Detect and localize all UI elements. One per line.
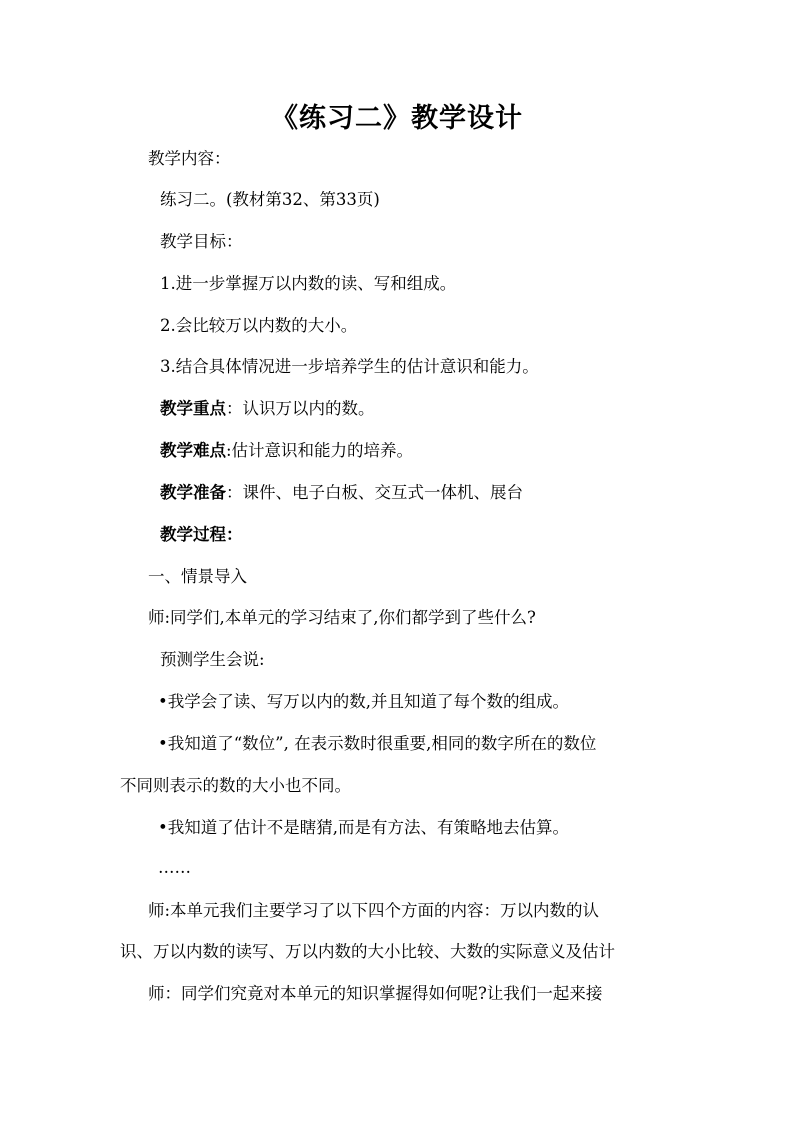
paragraph-1: 师:同学们,本单元的学习结束了,你们都学到了些什么?: [148, 608, 536, 627]
prep-label: 教学准备: [160, 483, 226, 502]
paragraph-3-line-1: 师:本单元我们主要学习了以下四个方面的内容：万以内数的认: [148, 901, 600, 920]
difficulty-point: [160, 440, 413, 462]
ellipsis: ……: [158, 858, 191, 877]
goal-item-2: 2.会比较万以内数的大小。: [160, 316, 358, 335]
key-text: ：认识万以内的数。: [226, 399, 375, 418]
bullet-item-1: •我学会了读、写万以内的数,并且知道了每个数的组成。: [158, 692, 569, 711]
goal-item-1: 1.进一步掌握万以内数的读、写和组成。: [160, 274, 457, 293]
key-label: 教学重点: [160, 399, 226, 418]
key-point: [160, 398, 375, 420]
process-heading: 教学过程：: [160, 525, 243, 544]
prep-text: ：课件、电子白板、交互式一体机、展台: [226, 483, 523, 502]
paragraph-2: 预测学生会说:: [160, 650, 265, 669]
bullet-item-2-line-2: 不同则表示的数的大小也不同。: [120, 776, 351, 795]
bullet-item-3: •我知道了估计不是瞎猜,而是有方法、有策略地去估算。: [158, 818, 569, 837]
paragraph-4-line-1: 师：同学们究竟对本单元的知识掌握得如何呢?让我们一起来接: [148, 984, 603, 1003]
paragraph-3-line-2: 识、万以内数的读写、万以内数的大小比较、大数的实际意义及估计: [120, 942, 615, 961]
difficulty-label: 教学难点: [160, 441, 226, 460]
difficulty-text: :估计意识和能力的培养。: [226, 441, 414, 460]
preparation: [160, 482, 523, 504]
goal-item-3: 3.结合具体情况进一步培养学生的估计意识和能力。: [160, 357, 539, 376]
content-text: 练习二。(教材第32、第33页): [160, 190, 380, 209]
goals-heading: 教学目标：: [160, 232, 243, 251]
bullet-item-2-line-1: •我知道了“数位”, 在表示数时很重要,相同的数字所在的数位: [158, 734, 597, 753]
section-heading-1: 一、情景导入: [148, 567, 247, 586]
document-title: 《练习二》教学设计: [271, 103, 523, 134]
content-heading: 教学内容：: [148, 149, 231, 168]
